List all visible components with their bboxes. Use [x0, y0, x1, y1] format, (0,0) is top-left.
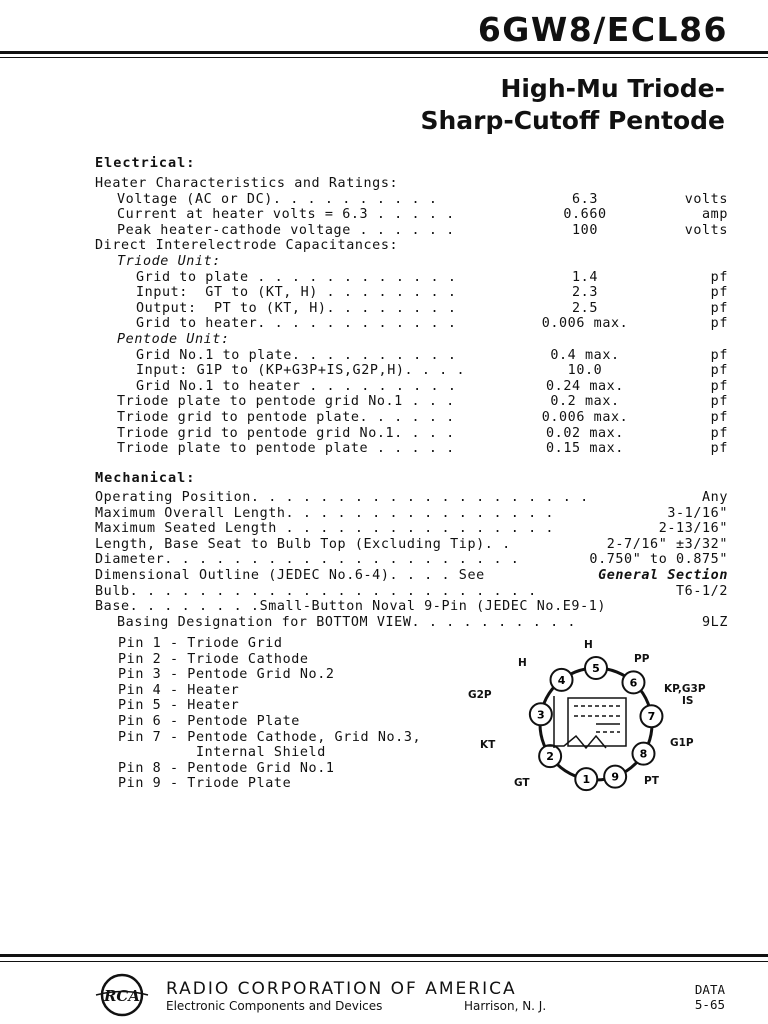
mechanical-row — [0, 521, 768, 537]
spec-value: Any — [702, 490, 728, 505]
spec-label: Maximum Seated Length . . . . . . . . . . . . . . . . — [95, 521, 555, 537]
subtitle-line-1: High-Mu Triode- — [500, 74, 725, 103]
diagram-label-h-top: H — [584, 639, 593, 651]
subtitle-line-2: Sharp-Cutoff Pentode — [420, 106, 725, 135]
spec-label: Heater Characteristics and Ratings: — [95, 176, 399, 191]
electrical-row — [0, 223, 768, 239]
electrical-row — [0, 379, 768, 395]
spec-label: Triode plate to pentode plate . . . . . — [117, 441, 455, 457]
diagram-label-gt: GT — [514, 777, 530, 789]
electrical-row — [0, 254, 768, 270]
mechanical-heading: Mechanical: — [95, 470, 196, 486]
spec-value: 0.15 max. — [546, 441, 624, 457]
spec-unit: pf — [710, 269, 728, 285]
pin-4-number: 4 — [557, 673, 566, 687]
diagram-label-is: IS — [682, 695, 694, 707]
spec-label: Operating Position. . . . . . . . . . . . . . . . . . . . — [95, 490, 589, 505]
data-label: DATA — [694, 982, 725, 997]
pin-assignment: Pin 3 - Pentode Grid No.2 — [118, 667, 335, 683]
pin-5-number: 5 — [592, 662, 600, 675]
spec-label: Basing Designation for BOTTOM VIEW. . . . . . . . . . — [117, 614, 577, 630]
spec-value: General Section — [598, 568, 728, 583]
spec-value: 2.5 — [572, 300, 598, 316]
pin-assignment: Pin 6 - Pentode Plate — [118, 713, 300, 729]
spec-value: T6-1/2 — [676, 583, 728, 599]
mechanical-row — [0, 552, 768, 568]
mechanical-row — [0, 584, 768, 600]
electrical-row — [0, 363, 768, 379]
spec-unit: amp — [702, 207, 728, 223]
diagram-label-kp-g3p: KP,G3P — [664, 683, 706, 695]
top-rule — [0, 51, 768, 54]
spec-value: 2.3 — [572, 285, 598, 301]
pin-assignment: Pin 7 - Pentode Cathode, Grid No.3, — [118, 729, 422, 745]
spec-label: Output: PT to (KT, H). . . . . . . . — [136, 300, 457, 316]
spec-unit: pf — [710, 378, 728, 394]
mechanical-row — [0, 615, 768, 631]
electrical-row — [0, 285, 768, 301]
spec-label: Grid to heater. . . . . . . . . . . . — [136, 316, 457, 332]
pin-assignment: Pin 4 - Heater — [118, 682, 240, 698]
internal-electrodes — [544, 696, 626, 748]
svg-text:RCA: RCA — [103, 987, 141, 1005]
spec-value: 3-1/16" — [667, 505, 728, 521]
spec-value: 10.0 — [567, 363, 603, 379]
pin-assignment: Pin 1 - Triode Grid — [118, 636, 283, 651]
pin-list — [118, 636, 421, 792]
electrical-heading: Electrical: — [95, 155, 196, 171]
company-city: Harrison, N. J. — [464, 999, 547, 1013]
spec-value: 0.660 — [563, 207, 607, 223]
electrical-row — [0, 301, 768, 317]
pin-9-number: 9 — [611, 770, 619, 784]
electrical-row — [0, 270, 768, 286]
mechanical-row — [0, 537, 768, 553]
basing-diagram — [456, 636, 712, 794]
tube-type-title: 6GW8/ECL86 — [477, 10, 728, 49]
spec-unit: pf — [710, 410, 728, 425]
electrical-row — [0, 316, 768, 332]
pin-6-number: 6 — [629, 676, 638, 690]
spec-value: 9LZ — [702, 614, 728, 630]
electrical-row — [0, 176, 768, 192]
electrical-row — [0, 238, 768, 254]
pin-assignment: Pin 2 - Triode Cathode — [118, 651, 309, 667]
diagram-label-pp: PP — [634, 653, 650, 665]
diagram-label-g1p: G1P — [670, 737, 694, 749]
company-division: Electronic Components and Devices — [166, 999, 383, 1013]
spec-value: 2-7/16" ±3/32" — [606, 536, 728, 552]
spec-label: Bulb. . . . . . . . . . . . . . . . . . . . . . . . — [95, 583, 537, 599]
diagram-label-h-left: H — [518, 657, 527, 669]
data-sheet-code — [695, 982, 725, 1012]
spec-label: Maximum Overall Length. . . . . . . . . . . . . . . . — [95, 505, 555, 521]
top-rule-thin — [0, 57, 768, 58]
spec-label: Triode grid to pentode grid No.1. . . . — [117, 425, 455, 441]
spec-label: Triode Unit: — [117, 254, 221, 269]
electrical-row — [0, 426, 768, 442]
spec-unit: pf — [710, 425, 728, 441]
pin-assignment: Pin 9 - Triode Plate — [118, 776, 292, 792]
diagram-label-g2p: G2P — [468, 689, 492, 701]
electrical-row — [0, 410, 768, 426]
pin-3-number: 3 — [537, 708, 545, 722]
data-date: 5-65 — [694, 997, 725, 1012]
spec-unit: pf — [710, 394, 728, 410]
bottom-rule-thin — [0, 961, 768, 962]
spec-label: Current at heater volts = 6.3 . . . . . — [117, 207, 455, 223]
spec-label: Base. . . . . . . .Small-Button Noval 9-Pin (JEDEC No.E9-1) — [95, 599, 607, 615]
spec-label: Direct Interelectrode Capacitances: — [95, 238, 399, 254]
electrical-row — [0, 441, 768, 457]
spec-label: Triode plate to pentode grid No.1 . . . — [117, 394, 455, 410]
spec-label: Dimensional Outline (JEDEC No.6-4). . . . See — [95, 568, 485, 583]
spec-value: 0.006 max. — [541, 316, 629, 332]
spec-label: Peak heater-cathode voltage . . . . . . — [117, 222, 455, 238]
pin-1-number: 1 — [582, 773, 591, 787]
pin-assignment: Pin 5 - Heater — [118, 698, 240, 714]
spec-unit: pf — [710, 363, 728, 379]
spec-unit: pf — [710, 316, 728, 332]
spec-value: 0.02 max. — [546, 425, 624, 441]
spec-label: Voltage (AC or DC). . . . . . . . . . — [117, 191, 438, 207]
electrical-row — [0, 394, 768, 410]
electrical-row — [0, 192, 768, 208]
diagram-label-pt: PT — [644, 775, 659, 787]
spec-label: Length, Base Seat to Bulb Top (Excluding Tip). . — [95, 536, 511, 552]
spec-unit: pf — [710, 347, 728, 363]
spec-label: Input: GT to (KT, H) . . . . . . . . — [136, 285, 457, 301]
mechanical-row — [0, 490, 768, 506]
spec-label: Triode grid to pentode plate. . . . . . — [117, 410, 455, 425]
spec-label: Grid No.1 to heater . . . . . . . . . — [136, 378, 457, 394]
spec-label: Grid to plate . . . . . . . . . . . . — [136, 269, 457, 285]
diagram-label-kt: KT — [480, 739, 496, 751]
pin-8-number: 8 — [639, 747, 648, 761]
spec-value: 6.3 — [572, 191, 598, 207]
company-name: RADIO CORPORATION OF AMERICA — [166, 979, 517, 999]
spec-label: Input: G1P to (KP+G3P+IS,G2P,H). . . . — [136, 363, 466, 379]
spec-value: 0.006 max. — [541, 410, 629, 425]
pin-7-number: 7 — [647, 710, 656, 724]
spec-value: 0.750" to 0.875" — [589, 552, 728, 568]
spec-value: 0.24 max. — [546, 378, 624, 394]
electrical-row — [0, 332, 768, 348]
electrical-row — [0, 207, 768, 223]
spec-label: Diameter. . . . . . . . . . . . . . . . . . . . . — [95, 552, 520, 568]
rca-logo — [92, 973, 152, 1017]
spec-label: Grid No.1 to plate. . . . . . . . . . — [136, 347, 457, 363]
spec-unit: volts — [684, 191, 728, 207]
mechanical-row — [0, 568, 768, 584]
pin-assignment: Pin 8 - Pentode Grid No.1 — [118, 760, 335, 776]
spec-unit: volts — [684, 222, 728, 238]
spec-unit: pf — [710, 441, 728, 457]
spec-label: Pentode Unit: — [117, 332, 230, 347]
spec-value: 0.2 max. — [550, 394, 620, 410]
spec-value: 2-13/16" — [658, 521, 728, 537]
pin-2-number: 2 — [546, 750, 554, 764]
spec-unit: pf — [710, 300, 728, 316]
electrical-row — [0, 348, 768, 364]
mechanical-row — [0, 506, 768, 522]
spec-value: 100 — [572, 222, 598, 238]
mechanical-row — [0, 599, 768, 615]
spec-value: 1.4 — [572, 269, 598, 285]
spec-value: 0.4 max. — [550, 347, 620, 363]
spec-unit: pf — [710, 285, 728, 301]
pin-assignment: Internal Shield — [118, 745, 326, 761]
bottom-rule — [0, 954, 768, 957]
